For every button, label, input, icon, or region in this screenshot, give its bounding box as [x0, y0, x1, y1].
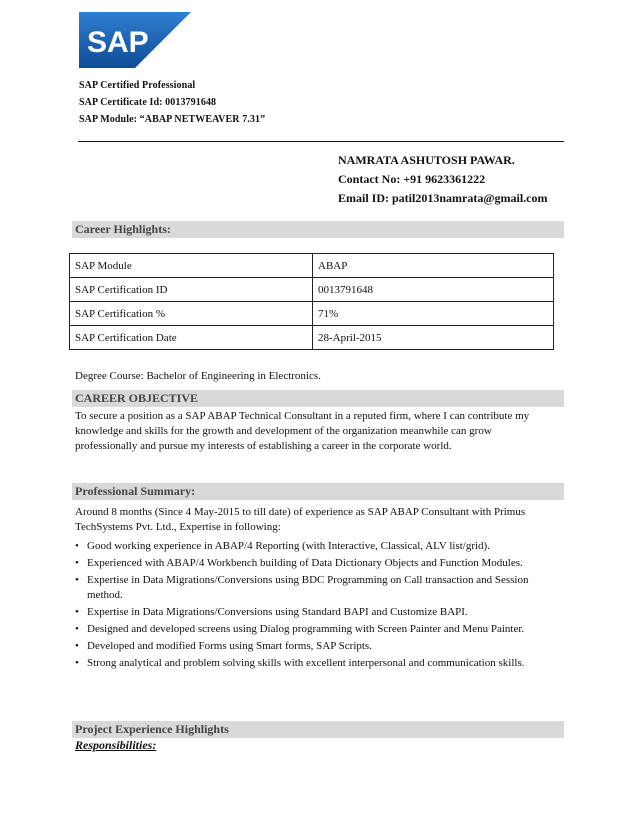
table-cell-value: 0013791648 — [313, 278, 554, 302]
certified-professional: SAP Certified Professional — [79, 80, 196, 91]
career-objective-heading: CAREER OBJECTIVE — [72, 390, 564, 407]
summary-intro: Around 8 months (Since 4 May-2015 to till date) of experience as SAP ABAP Consultant with Primus TechSystems Pvt. Ltd., Expertise in following: — [75, 506, 526, 533]
list-item — [75, 556, 565, 571]
header-divider — [78, 141, 564, 142]
bullet-icon: • — [75, 640, 79, 652]
candidate-name: NAMRATA ASHUTOSH PAWAR. — [338, 153, 515, 167]
email-id: Email ID: patil2013namrata@gmail.com — [338, 191, 548, 205]
table-row — [70, 254, 554, 278]
professional-summary-heading: Professional Summary: — [72, 483, 564, 500]
career-highlights-heading: Career Highlights: — [72, 221, 564, 238]
list-item — [75, 622, 565, 637]
table-cell-value: 71% — [313, 302, 554, 326]
table-cell-key: SAP Module — [70, 254, 313, 278]
summary-list — [75, 539, 565, 673]
table-cell-value: ABAP — [313, 254, 554, 278]
sap-logo — [79, 12, 191, 68]
bullet-icon: • — [75, 574, 79, 586]
list-item-text: Experienced with ABAP/4 Workbench building of Data Dictionary Objects and Function Modules. — [87, 557, 523, 569]
list-item — [75, 656, 565, 671]
table-row — [70, 278, 554, 302]
sap-module: SAP Module: “ABAP NETWEAVER 7.31” — [79, 114, 266, 125]
project-experience-heading: Project Experience Highlights — [72, 721, 564, 738]
certificate-id: SAP Certificate Id: 0013791648 — [79, 97, 217, 108]
list-item-text: Good working experience in ABAP/4 Reporting (with Interactive, Classical, ALV list/grid). — [87, 540, 490, 552]
list-item — [75, 605, 565, 620]
table-row — [70, 302, 554, 326]
table-cell-key: SAP Certification Date — [70, 326, 313, 350]
bullet-icon: • — [75, 623, 79, 635]
list-item-text: Expertise in Data Migrations/Conversions using Standard BAPI and Customize BAPI. — [87, 606, 468, 618]
list-item — [75, 539, 565, 554]
bullet-icon: • — [75, 606, 79, 618]
list-item-text: Expertise in Data Migrations/Conversions using BDC Programming on Call transaction and Session method. — [87, 574, 529, 601]
career-objective-text: To secure a position as a SAP ABAP Technical Consultant in a reputed firm, where I can contribute my knowledge and skills for the growth and development of the organization meanwhile can grow professionally and pursue my interests of establishing a career in the corporate world. — [75, 410, 530, 452]
table-cell-value: 28-April-2015 — [313, 326, 554, 350]
list-item — [75, 639, 565, 654]
bullet-icon: • — [75, 657, 79, 669]
sap-logo-text: SAP — [87, 26, 149, 59]
responsibilities-heading: Responsibilities: — [75, 738, 157, 752]
list-item-text: Strong analytical and problem solving skills with excellent interpersonal and communication skills. — [87, 657, 525, 669]
contact-number: Contact No: +91 9623361222 — [338, 172, 486, 186]
degree-course: Degree Course: Bachelor of Engineering in Electronics. — [75, 370, 321, 382]
bullet-icon: • — [75, 540, 79, 552]
list-item — [75, 573, 565, 603]
table-cell-key: SAP Certification % — [70, 302, 313, 326]
list-item-text: Developed and modified Forms using Smart forms, SAP Scripts. — [87, 640, 372, 652]
table-row — [70, 326, 554, 350]
list-item-text: Designed and developed screens using Dialog programming with Screen Painter and Menu Painter. — [87, 623, 525, 635]
bullet-icon: • — [75, 557, 79, 569]
certification-table — [69, 253, 554, 350]
table-cell-key: SAP Certification ID — [70, 278, 313, 302]
